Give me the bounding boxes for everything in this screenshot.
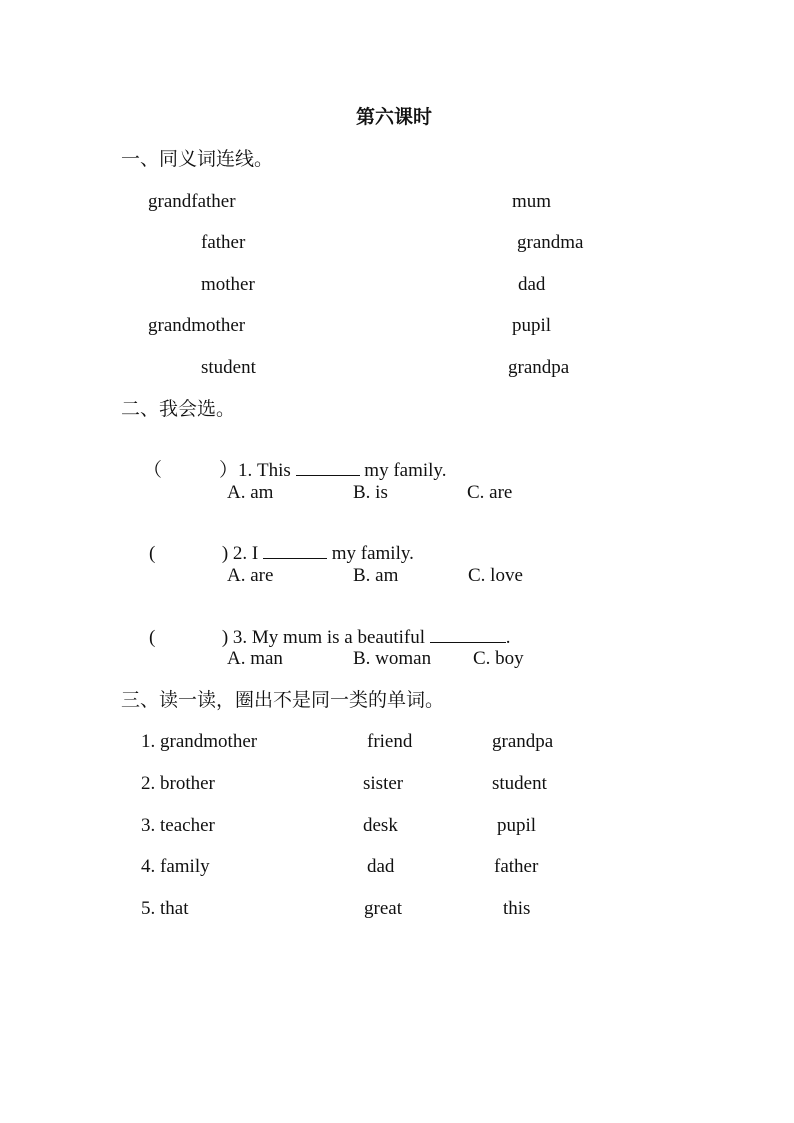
synonym-right-word: mum (512, 191, 552, 212)
synonym-left-word: student (201, 357, 256, 378)
odd-one-out-word: dad (367, 856, 395, 877)
synonym-left-word: grandfather (148, 191, 236, 212)
odd-one-out-item: 2. brother (141, 773, 215, 794)
synonym-right-word: grandma (517, 232, 584, 253)
option-b: B. woman (353, 648, 432, 669)
option-a: A. are (227, 565, 274, 586)
fill-in-blank (296, 460, 360, 476)
question-text-after: my family. (331, 543, 414, 564)
answer-parentheses: ( ) (149, 543, 229, 564)
odd-one-out-word: grandpa (492, 731, 554, 752)
synonym-left-word: grandmother (148, 315, 246, 336)
option-b: B. is (353, 482, 388, 503)
synonym-right-word: grandpa (508, 357, 570, 378)
answer-parentheses: ( ) (149, 627, 229, 648)
option-b: B. am (353, 565, 399, 586)
synonym-left-word: father (201, 232, 246, 253)
odd-one-out-word: father (494, 856, 539, 877)
odd-one-out-item: 1. grandmother (141, 731, 258, 752)
question-text-before: I (251, 543, 259, 564)
fill-in-blank (263, 543, 327, 559)
synonym-right-word: dad (518, 274, 546, 295)
odd-one-out-item: 4. family (141, 856, 210, 877)
question-text-after: my family. (364, 460, 447, 481)
odd-one-out-word: this (503, 898, 531, 919)
option-c: C. are (467, 482, 513, 503)
section2-heading: 二、我会选。 (121, 399, 236, 420)
question-number: 2. (232, 543, 248, 564)
question-number: 3. (232, 627, 248, 648)
odd-one-out-word: friend (367, 731, 413, 752)
option-c: C. love (468, 565, 523, 586)
question-1 (124, 441, 446, 499)
question-text-after: . (505, 627, 511, 648)
answer-parentheses: （ ） (143, 460, 239, 481)
odd-one-out-word: pupil (497, 815, 537, 836)
odd-one-out-item: 5. that (141, 898, 189, 919)
section1-heading: 一、同义词连线。 (121, 149, 274, 170)
option-a: A. am (227, 482, 274, 503)
section3-heading: 三、读一读，圈出不是同一类的单词。 (121, 690, 445, 711)
question-number: 1. (238, 460, 253, 481)
page-title: 第六课时 (356, 107, 433, 128)
question-text-before: This (257, 460, 291, 481)
odd-one-out-word: great (364, 898, 402, 919)
synonym-right-word: pupil (512, 315, 552, 336)
synonym-left-word: mother (201, 274, 255, 295)
option-c: C. boy (473, 648, 524, 669)
odd-one-out-word: sister (363, 773, 404, 794)
odd-one-out-item: 3. teacher (141, 815, 215, 836)
odd-one-out-word: desk (363, 815, 398, 836)
fill-in-blank (430, 627, 506, 643)
odd-one-out-word: student (492, 773, 547, 794)
question-3 (130, 608, 511, 669)
question-text-before: My mum is a beautiful (251, 627, 425, 648)
option-a: A. man (227, 648, 283, 669)
